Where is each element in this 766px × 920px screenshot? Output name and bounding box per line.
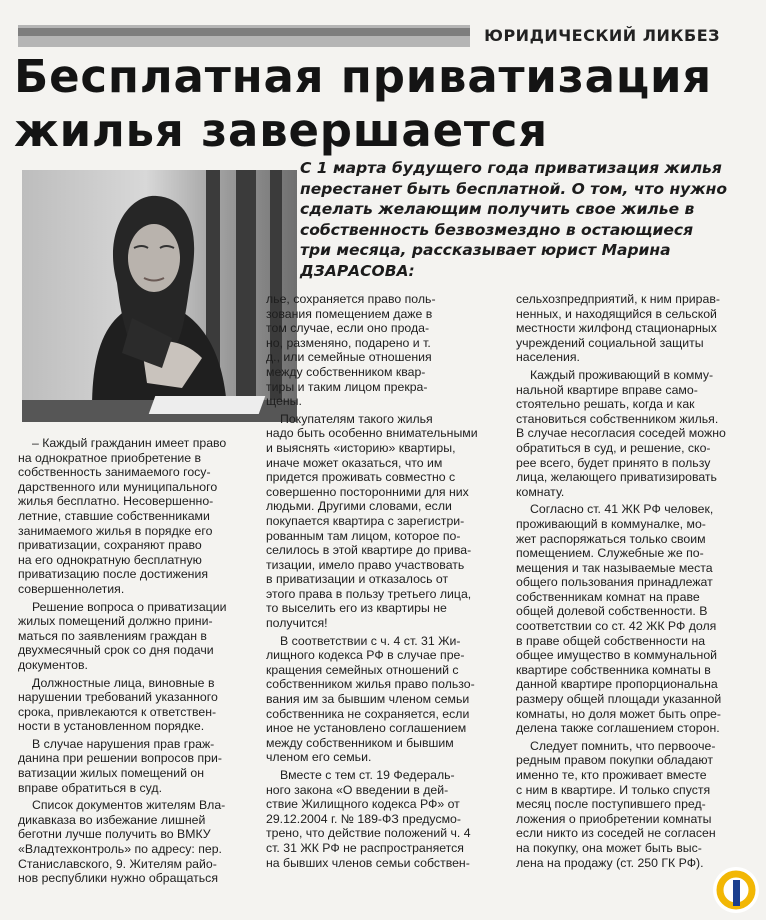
article-line: иначе может оказаться, что им	[266, 455, 443, 470]
article-line: жет распоряжаться только своим	[516, 531, 706, 546]
article-paragraph	[516, 292, 748, 365]
article-line: данной квартире пропорциональна	[516, 677, 718, 692]
article-line: ложения о приобретении комнаты	[516, 811, 712, 826]
article-line: населения.	[516, 350, 580, 365]
article-paragraph	[18, 737, 250, 795]
article-line: в праве общей собственности на	[516, 633, 706, 648]
article-line: местности жилфонд стационарных	[516, 321, 717, 336]
article-line: учреждений социальной защиты	[516, 335, 704, 350]
article-line: Должностные лица, виновные в	[32, 675, 215, 690]
article-line: и выяснять «историю» квартиры,	[266, 440, 456, 455]
article-line: именно те, кто проживает вместе	[516, 768, 707, 782]
article-line: совершеннолетия.	[18, 581, 125, 596]
article-line: с ним в квартире. И только спустя	[516, 782, 711, 797]
article-line: комнату.	[516, 484, 565, 499]
article-line: приватизации, сохраняют право	[18, 538, 202, 553]
article-line: документов.	[18, 657, 88, 672]
article-line: покупается квартира с зарегистри-	[266, 513, 465, 528]
article-paragraph	[18, 798, 250, 886]
site-logo-icon[interactable]	[712, 866, 760, 914]
article-line: том случае, если оно прода-	[266, 321, 430, 336]
article-line: надо быть особенно внимательными	[266, 426, 478, 441]
article-line: на покупку, она может быть выс-	[516, 840, 702, 855]
article-line: срока, привлекаются к ответствен-	[18, 704, 217, 719]
article-line: то выселить его из квартиры не	[266, 601, 447, 616]
article-line: Согласно ст. 41 ЖК РФ человек,	[530, 502, 714, 517]
article-line: – Каждый гражданин имеет право	[32, 436, 227, 450]
photo-portrait-icon	[62, 188, 242, 408]
article-line: Следует помнить, что первооче-	[530, 738, 716, 753]
article-line: жилья бесплатно. Несовершенно-	[18, 494, 214, 509]
article-line: членом его семьи.	[266, 750, 372, 765]
article-line: собственника не сохраняется, если	[266, 706, 470, 721]
article-line: селилось в этой квартире до прива-	[266, 543, 472, 558]
article-paragraph	[516, 739, 748, 870]
article-line: на однократное приобретение в	[18, 450, 202, 465]
article-line: зования помещением даже в	[266, 306, 433, 321]
rubric-bar	[18, 25, 740, 47]
lead-line: собственность безвозмездно в остающиеся	[300, 220, 694, 239]
article-line: людьми. Другими словами, если	[266, 499, 452, 514]
article-paragraph	[266, 768, 502, 870]
lead-line: С 1 марта будущего года приватизация жилья	[300, 159, 722, 177]
article-line: лищного кодекса РФ в случае пре-	[266, 648, 465, 663]
article-line: собственником жилья право пользо-	[266, 677, 475, 692]
article-line: соответствии со ст. 42 ЖК РФ доля	[516, 619, 717, 634]
article-line: нальной квартире вправе само-	[516, 382, 698, 397]
article-line: этого права в пользу третьего лица,	[266, 586, 472, 601]
article-line: дарственного или муниципального	[18, 479, 218, 494]
article-line: ненных, и находящийся в сельской	[516, 306, 717, 321]
article-line: на его однократную бесплатную	[18, 552, 202, 567]
article-line: общего пользования принадлежат	[516, 575, 713, 590]
lead-line: три месяца, рассказывает юрист Марина	[300, 241, 671, 259]
article-line: стоятельно решать, когда и как	[516, 397, 695, 412]
article-paragraph	[18, 436, 250, 597]
article-paragraph	[18, 676, 250, 734]
article-paragraph	[266, 292, 502, 409]
article-line: летние, ставшие собственниками	[18, 508, 210, 523]
article-line: совершенно посторонними для них	[266, 484, 469, 499]
article-line: нарушении требований указанного	[18, 690, 218, 705]
article-line: беготни лучше получить во ВМКУ	[18, 827, 211, 842]
article-paragraph	[516, 368, 748, 499]
article-line: делена также соглашением сторон.	[516, 721, 720, 736]
article-line: общее имущество в коммунальной	[516, 648, 718, 663]
article-line: кращения семейных отношений с	[266, 662, 459, 677]
article-line: Список документов жителям Вла-	[32, 798, 226, 813]
article-line: Решение вопроса о приватизации	[32, 599, 227, 614]
article-line: В случае нарушения прав граж-	[32, 736, 215, 751]
article-line: собственность занимаемого госу-	[18, 465, 211, 480]
article-line: между собственником и бывшим	[266, 735, 454, 750]
article-line: В случае несогласия соседей можно	[516, 426, 726, 441]
article-line: занимаемого жилья в порядке его	[18, 523, 213, 538]
article-line: тизации, имело право участвовать	[266, 557, 465, 572]
article-line: вания им за бывшим членом семьи	[266, 692, 470, 707]
article-line: В соответствии с ч. 4 ст. 31 Жи-	[280, 633, 461, 648]
article-line: трено, что действие положений ч. 4	[266, 826, 471, 841]
article-line: придется проживать совместно с	[266, 470, 456, 485]
article-line: д., или семейные отношения	[266, 350, 432, 365]
article-line: Покупателям такого жилья	[280, 411, 433, 426]
article-line: ствие Жилищного кодекса РФ» от	[266, 797, 460, 812]
article-line: вправе обратиться в суд.	[18, 780, 163, 795]
headline-line: жилья завершается	[14, 104, 548, 157]
article-line: комнаты, но доля может быть опре-	[516, 706, 721, 721]
article-line: ст. 31 ЖК РФ не распространяется	[266, 840, 464, 855]
article-line: лица, желающего приватизировать	[516, 470, 717, 485]
article-line: общей долевой собственности. В	[516, 604, 708, 619]
article-line: становиться собственником жилья.	[516, 411, 719, 426]
article-column-3	[516, 292, 748, 873]
author-photo	[22, 170, 297, 422]
article-line: тиры и таким лицом прекра-	[266, 379, 428, 394]
article-line: дикавказа во избежание лишней	[18, 812, 206, 827]
article-line: щены.	[266, 394, 302, 409]
headline	[14, 50, 754, 158]
lead-line: сделать желающим получить свое жилье в	[300, 200, 695, 218]
lead-line: ДЗАРАСОВА:	[300, 261, 415, 280]
article-line: ности в установленном порядке.	[18, 719, 205, 734]
article-line: редным правом покупки обладают	[516, 753, 713, 768]
article-column-2	[266, 292, 502, 873]
article-line: нов республики нужно обращаться	[18, 871, 218, 886]
article-line: ватизации жилых помещений он	[18, 766, 204, 781]
article-line: если никто из соседей не согласен	[516, 826, 716, 841]
article-line: на бывших членов семьи собствен-	[266, 855, 470, 870]
article-line: «Владтехконтроль» по адресу: пер.	[18, 842, 222, 857]
article-line: помещением. Служебные же по-	[516, 546, 704, 561]
article-line: лье, сохраняется право поль-	[266, 292, 436, 306]
article-line: маться по заявлениям граждан в	[18, 628, 207, 643]
article-line: двухмесячный срок со дня подачи	[18, 643, 214, 658]
article-line: собственникам комнат на праве	[516, 589, 700, 604]
article-line: обратиться в суд, и решение, ско-	[516, 440, 711, 455]
article-line: месяц после поступившего пред-	[516, 797, 706, 812]
article-paragraph	[266, 634, 502, 765]
article-line: но, разменяно, подарено и т.	[266, 335, 431, 350]
headline-line: Бесплатная приватизация	[14, 50, 712, 103]
article-line: данина при решении вопросов при-	[18, 751, 222, 766]
article-line: жилых помещений должно прини-	[18, 614, 213, 629]
article-line: мещения и так называемые места	[516, 560, 713, 575]
article-line: 29.12.2004 г. № 189-ФЗ предусмо-	[266, 811, 461, 826]
rubric-label: ЮРИДИЧЕСКИЙ ЛИКБЕЗ	[470, 25, 740, 47]
article-line: квартире собственника комнаты в	[516, 662, 711, 677]
lead-paragraph	[300, 158, 750, 281]
article-line: между собственником квар-	[266, 364, 426, 379]
article-line: Станиславского, 9. Жителям райо-	[18, 856, 217, 871]
article-paragraph	[266, 412, 502, 631]
article-line: Вместе с тем ст. 19 Федераль-	[280, 768, 455, 782]
article-line: получится!	[266, 616, 328, 631]
article-column-1	[18, 436, 250, 889]
article-line: Каждый проживающий в комму-	[530, 367, 714, 382]
article-line: лена на продажу (ст. 250 ГК РФ).	[516, 855, 704, 870]
article-line: приватизацию после достижения	[18, 567, 208, 582]
article-line: сельхозпредприятий, к ним прирав-	[516, 292, 720, 306]
article-line: проживающий в коммуналке, мо-	[516, 516, 706, 531]
article-line: в приватизации и отказалось от	[266, 572, 449, 587]
article-line: размеру общей площади указанной	[516, 692, 722, 707]
lead-line: перестанет быть бесплатной. О том, что нужно	[300, 179, 728, 198]
article-line: ного закона «О введении в дей-	[266, 782, 449, 797]
article-paragraph	[18, 600, 250, 673]
article-paragraph	[516, 502, 748, 736]
article-line: иное не установлено соглашением	[266, 721, 467, 736]
article-line: рованным там лицом, которое по-	[266, 528, 461, 543]
article-line: рее всего, будет принято в пользу	[516, 455, 711, 470]
